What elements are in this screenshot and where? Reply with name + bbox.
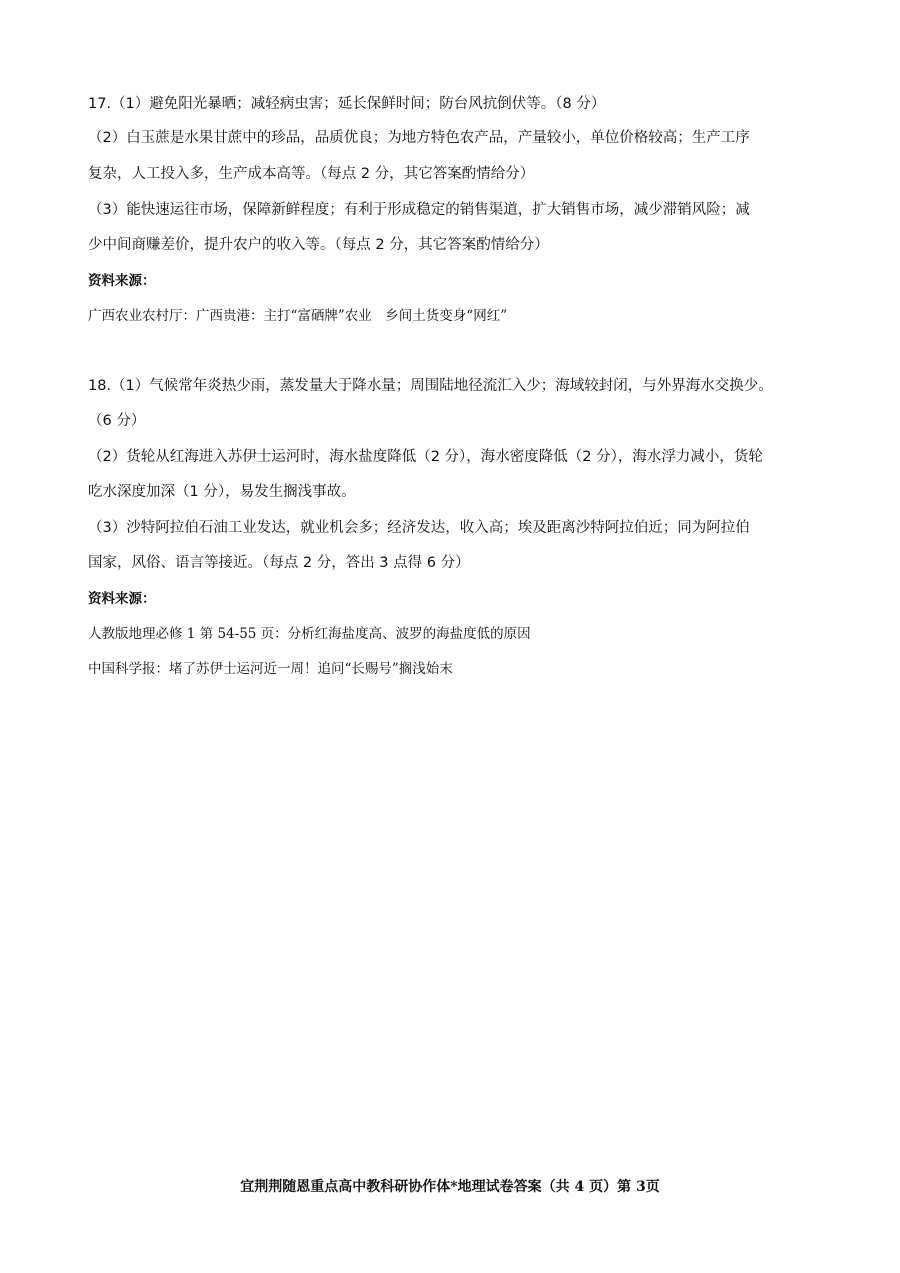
q17-part2-line2: 复杂，人工投入多，生产成本高等。（每点 2 分，其它答案酌情给分） xyxy=(88,166,535,182)
q18-part1-line2: （6 分） xyxy=(88,413,146,429)
q18-source-label: 资料来源： xyxy=(88,591,156,607)
q18-source-item-2: 中国科学报：堵了苏伊士运河近一周！追问“长赐号”搁浅始末 xyxy=(88,661,453,677)
q17-part2-line1: （2）白玉蔗是水果甘蔗中的珍品，品质优良；为地方特色农产品，产量较小，单位价格较高；生产工序 xyxy=(88,130,750,146)
q18-part3-line2: 国家，风俗、语言等接近。（每点 2 分，答出 3 点得 6 分） xyxy=(88,555,470,571)
q17-source-item: 广西农业农村厅：广西贵港：主打“富硒牌”农业 乡间土货变身“网红” xyxy=(88,308,508,324)
q17-part3-line2: 少中间商赚差价，提升农户的收入等。（每点 2 分，其它答案酌情给分） xyxy=(88,237,549,253)
q17-part1: 17.（1）避免阳光暴晒；减轻病虫害；延长保鲜时间；防台风抗倒伏等。（8 分） xyxy=(88,96,606,112)
q17-part3-line1: （3）能快速运往市场，保障新鲜程度；有利于形成稳定的销售渠道，扩大销售市场，减少滞销风险；减 xyxy=(88,202,750,218)
page-footer: 宜荆荆随恩重点高中教科研协作体*地理试卷答案（共 4 页）第 3页 xyxy=(240,1179,660,1195)
q17-source-label: 资料来源： xyxy=(88,273,156,289)
q18-part2-line2: 吃水深度加深（1 分），易发生搁浅事故。 xyxy=(88,484,356,500)
q18-source-item-1: 人教版地理必修 1 第 54-55 页：分析红海盐度高、波罗的海盐度低的原因 xyxy=(88,626,531,642)
q18-part3-line1: （3）沙特阿拉伯石油工业发达，就业机会多；经济发达，收入高；埃及距离沙特阿拉伯近；同为阿拉伯 xyxy=(88,520,750,536)
q18-part2-line1: （2）货轮从红海进入苏伊士运河时，海水盐度降低（2 分），海水密度降低（2 分），海水浮力减小，货轮 xyxy=(88,449,763,465)
q18-part1-line1: 18.（1）气候常年炎热少雨，蒸发量大于降水量；周围陆地径流汇入少；海域较封闭，与外界海水交换少。 xyxy=(88,378,773,394)
